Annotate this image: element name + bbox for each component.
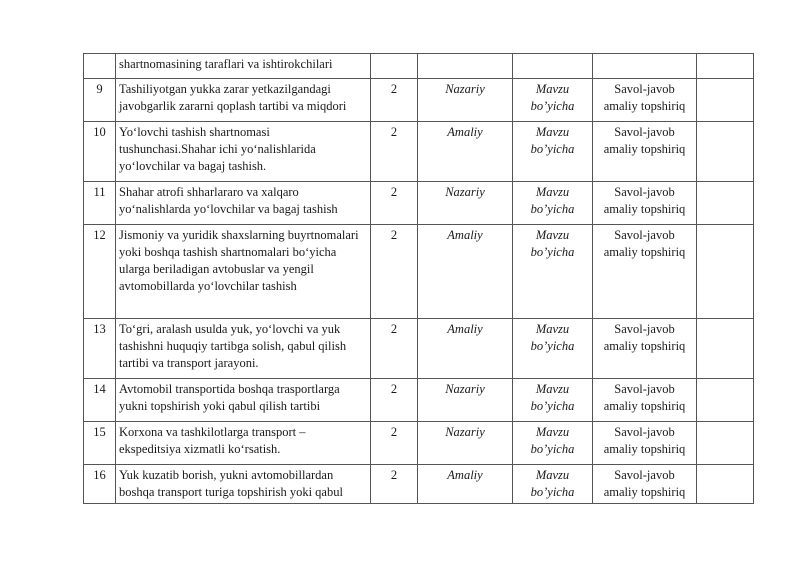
lesson-type-cell: Amaliy bbox=[418, 122, 513, 182]
table-row bbox=[84, 225, 754, 319]
basis-cell: Mavzu bo’yicha bbox=[513, 422, 593, 465]
assessment-cell: Savol-javob amaliy topshiriq bbox=[593, 225, 697, 319]
topic-cell: Yuk kuzatib borish, yukni avtomobillardan boshqa transport turiga topshirish yoki qabul bbox=[116, 465, 371, 504]
lesson-type-cell: Nazariy bbox=[418, 379, 513, 422]
basis-cell: Mavzu bo’yicha bbox=[513, 225, 593, 319]
hours-cell: 2 bbox=[371, 122, 418, 182]
lesson-type-cell: Nazariy bbox=[418, 422, 513, 465]
row-number: 9 bbox=[84, 79, 116, 122]
hours-cell bbox=[371, 54, 418, 79]
assessment-cell: Savol-javob amaliy topshiriq bbox=[593, 122, 697, 182]
hours-cell: 2 bbox=[371, 465, 418, 504]
basis-cell bbox=[513, 54, 593, 79]
lesson-type-cell: Nazariy bbox=[418, 182, 513, 225]
empty-cell bbox=[697, 379, 754, 422]
table-row bbox=[84, 379, 754, 422]
row-number: 10 bbox=[84, 122, 116, 182]
topic-cell: Avtomobil transportida boshqa trasportlarga yukni topshirish yoki qabul qilish tartibi bbox=[116, 379, 371, 422]
lesson-plan-table bbox=[83, 53, 754, 504]
lesson-type-cell bbox=[418, 54, 513, 79]
empty-cell bbox=[697, 182, 754, 225]
hours-cell: 2 bbox=[371, 319, 418, 379]
empty-cell bbox=[697, 79, 754, 122]
empty-cell bbox=[697, 319, 754, 379]
basis-cell: Mavzu bo’yicha bbox=[513, 79, 593, 122]
basis-cell: Mavzu bo’yicha bbox=[513, 465, 593, 504]
row-number: 11 bbox=[84, 182, 116, 225]
topic-cell: Tashiliyotgan yukka zarar yetkazilgandagi javobgarlik zararni qoplash tartibi va miqdori bbox=[116, 79, 371, 122]
basis-cell: Mavzu bo’yicha bbox=[513, 379, 593, 422]
empty-cell bbox=[697, 465, 754, 504]
table-row bbox=[84, 319, 754, 379]
assessment-cell: Savol-javob amaliy topshiriq bbox=[593, 379, 697, 422]
empty-cell bbox=[697, 54, 754, 79]
empty-cell bbox=[697, 122, 754, 182]
table-row bbox=[84, 79, 754, 122]
topic-cell: Korxona va tashkilotlarga transport – ekspeditsiya xizmatli ko‘rsatish. bbox=[116, 422, 371, 465]
topic-cell: To‘gri, aralash usulda yuk, yo‘lovchi va yuk tashishni huquqiy tartibga solish, qabul qilish tartibi va transport jarayoni. bbox=[116, 319, 371, 379]
table-row bbox=[84, 54, 754, 79]
topic-cell: Yo‘lovchi tashish shartnomasi tushunchasi.Shahar ichi yo‘nalishlarida yo‘lovchilar va bagaj tashish. bbox=[116, 122, 371, 182]
hours-cell: 2 bbox=[371, 422, 418, 465]
hours-cell: 2 bbox=[371, 379, 418, 422]
basis-cell: Mavzu bo’yicha bbox=[513, 122, 593, 182]
assessment-cell: Savol-javob amaliy topshiriq bbox=[593, 465, 697, 504]
lesson-type-cell: Amaliy bbox=[418, 319, 513, 379]
hours-cell: 2 bbox=[371, 182, 418, 225]
table-row bbox=[84, 422, 754, 465]
topic-cell: shartnomasining taraflari va ishtirokchilari bbox=[116, 54, 371, 79]
basis-cell: Mavzu bo’yicha bbox=[513, 182, 593, 225]
table-row bbox=[84, 122, 754, 182]
lesson-type-cell: Nazariy bbox=[418, 79, 513, 122]
assessment-cell: Savol-javob amaliy topshiriq bbox=[593, 182, 697, 225]
hours-cell: 2 bbox=[371, 79, 418, 122]
row-number: 13 bbox=[84, 319, 116, 379]
basis-cell: Mavzu bo’yicha bbox=[513, 319, 593, 379]
row-number: 16 bbox=[84, 465, 116, 504]
empty-cell bbox=[697, 422, 754, 465]
assessment-cell: Savol-javob amaliy topshiriq bbox=[593, 79, 697, 122]
row-number bbox=[84, 54, 116, 79]
assessment-cell: Savol-javob amaliy topshiriq bbox=[593, 319, 697, 379]
assessment-cell bbox=[593, 54, 697, 79]
hours-cell: 2 bbox=[371, 225, 418, 319]
topic-cell: Jismoniy va yuridik shaxslarning buyrtnomalari yoki boshqa tashish shartnomalari bo‘yicha ularga beriladigan avtobuslar va yengil avtomobillarda yo‘lovchilar tashish bbox=[116, 225, 371, 319]
lesson-type-cell: Amaliy bbox=[418, 225, 513, 319]
row-number: 12 bbox=[84, 225, 116, 319]
topic-cell: Shahar atrofi shharlararo va xalqaro yo‘nalishlarda yo‘lovchilar va bagaj tashish bbox=[116, 182, 371, 225]
table-row bbox=[84, 465, 754, 504]
empty-cell bbox=[697, 225, 754, 319]
row-number: 14 bbox=[84, 379, 116, 422]
lesson-type-cell: Amaliy bbox=[418, 465, 513, 504]
table-row bbox=[84, 182, 754, 225]
assessment-cell: Savol-javob amaliy topshiriq bbox=[593, 422, 697, 465]
row-number: 15 bbox=[84, 422, 116, 465]
